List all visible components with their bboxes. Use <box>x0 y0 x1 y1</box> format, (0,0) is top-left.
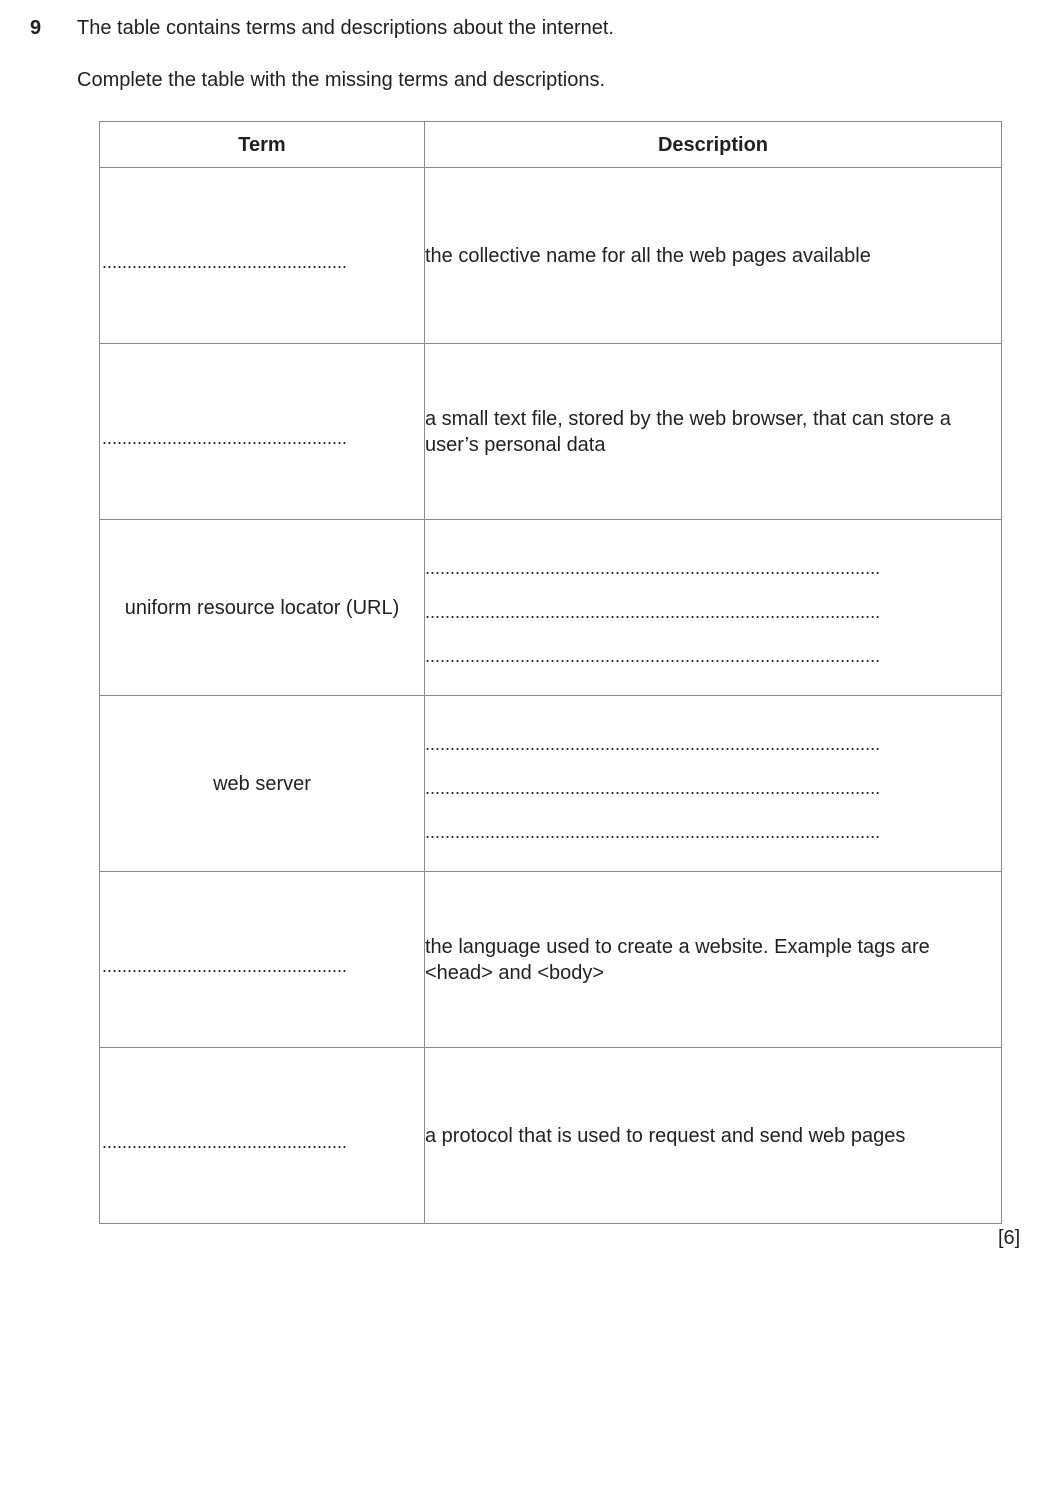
term-header: Term <box>100 122 425 168</box>
term-answer-line: ................................................. <box>102 1131 348 1152</box>
term-cell: uniform resource locator (URL) <box>100 520 425 696</box>
description-answer-field[interactable] <box>425 520 1002 696</box>
description-answer-field[interactable] <box>425 696 1002 872</box>
term-answer-line: ................................................. <box>102 427 348 448</box>
term-answer-field[interactable] <box>100 168 425 344</box>
term-answer-field[interactable] <box>100 1048 425 1224</box>
description-cell: the language used to create a website. Example tags are <head> and <body> <box>425 872 1002 1048</box>
question-number: 9 <box>30 17 42 39</box>
table-row <box>100 1048 1002 1224</box>
description-answer-line: ........................................................................................... <box>425 557 881 578</box>
description-answer-line: ........................................................................................... <box>425 821 881 842</box>
table-header-row <box>100 122 1002 168</box>
table-row <box>100 872 1002 1048</box>
table-row <box>100 168 1002 344</box>
terms-table <box>99 121 1002 1224</box>
description-answer-line: ........................................................................................... <box>425 601 881 622</box>
description-cell: the collective name for all the web pages available <box>425 168 1002 344</box>
term-answer-field[interactable] <box>100 872 425 1048</box>
description-header: Description <box>425 122 1002 168</box>
table-row <box>100 696 1002 872</box>
description-answer-line: ........................................................................................... <box>425 733 881 754</box>
description-answer-line: ........................................................................................... <box>425 645 881 666</box>
term-answer-line: ................................................. <box>102 955 348 976</box>
table-row <box>100 344 1002 520</box>
term-answer-line: ................................................. <box>102 251 348 272</box>
table-row <box>100 520 1002 696</box>
description-cell: a small text file, stored by the web browser, that can store a user’s personal data <box>425 344 1002 520</box>
description-answer-line: ........................................................................................... <box>425 777 881 798</box>
term-cell: web server <box>100 696 425 872</box>
term-answer-field[interactable] <box>100 344 425 520</box>
marks-label: [6] <box>998 1227 1021 1249</box>
description-cell: a protocol that is used to request and send web pages <box>425 1048 1002 1224</box>
question-intro: The table contains terms and descriptions about the internet. <box>77 17 614 39</box>
question-instruction: Complete the table with the missing terms and descriptions. <box>77 69 606 91</box>
